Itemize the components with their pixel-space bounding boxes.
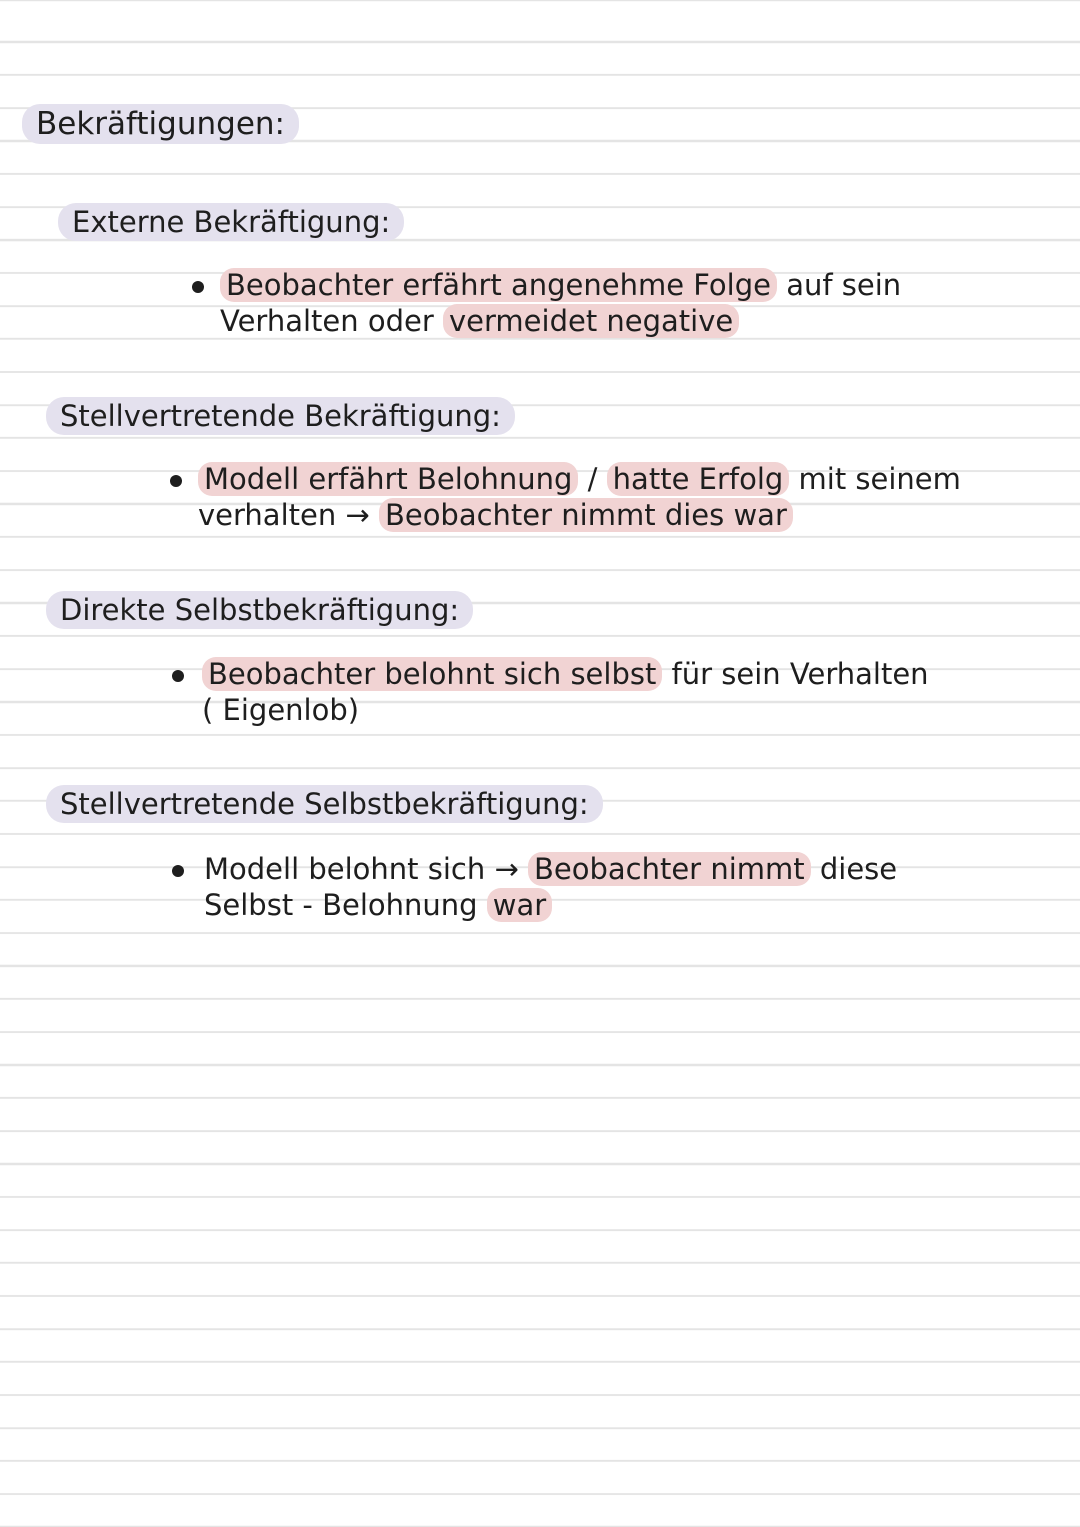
section-stellvertretende-line-2: verhalten → Beobachter nimmt dies war — [198, 498, 793, 532]
section-externe-line-2: Verhalten oder vermeidet negative — [220, 304, 739, 338]
page-title-text: Bekräftigungen: — [22, 104, 299, 144]
highlighted-text: Beobachter nimmt — [528, 852, 811, 886]
highlighted-text: Beobachter belohnt sich selbst — [202, 657, 662, 691]
highlighted-text: Beobachter erfährt angenehme Folge — [220, 268, 777, 302]
section-direkte-line-2: ( Eigenlob) — [202, 693, 360, 727]
bullet-icon — [192, 281, 204, 293]
section-heading-stellvertretende-selbst: Stellvertretende Selbstbekräftigung: — [46, 787, 603, 821]
highlighted-text: war — [487, 888, 552, 922]
page-title — [22, 106, 299, 142]
section-heading-direkte: Direkte Selbstbekräftigung: — [46, 593, 473, 627]
section-direkte-line-1: Beobachter belohnt sich selbst für sein Verhalten — [202, 657, 929, 691]
highlighted-text: Beobachter nimmt dies war — [379, 498, 793, 532]
section-externe-line-1: Beobachter erfährt angenehme Folge auf sein — [220, 268, 901, 302]
bullet-icon — [170, 475, 182, 487]
highlighted-text: Modell erfährt Belohnung — [198, 462, 578, 496]
section-stellvertretende-selbst-line-2: Selbst - Belohnung war — [204, 888, 552, 922]
highlighted-text: vermeidet negative — [443, 304, 739, 338]
section-heading-stellvertretende: Stellvertretende Bekräftigung: — [46, 399, 515, 433]
bullet-icon — [172, 865, 184, 877]
bullet-icon — [172, 670, 184, 682]
highlighted-text: hatte Erfolg — [607, 462, 790, 496]
section-stellvertretende-selbst-line-1: Modell belohnt sich → Beobachter nimmt diese — [204, 852, 898, 886]
section-heading-externe: Externe Bekräftigung: — [58, 205, 404, 239]
section-stellvertretende-line-1: Modell erfährt Belohnung / hatte Erfolg mit seinem — [198, 462, 961, 496]
